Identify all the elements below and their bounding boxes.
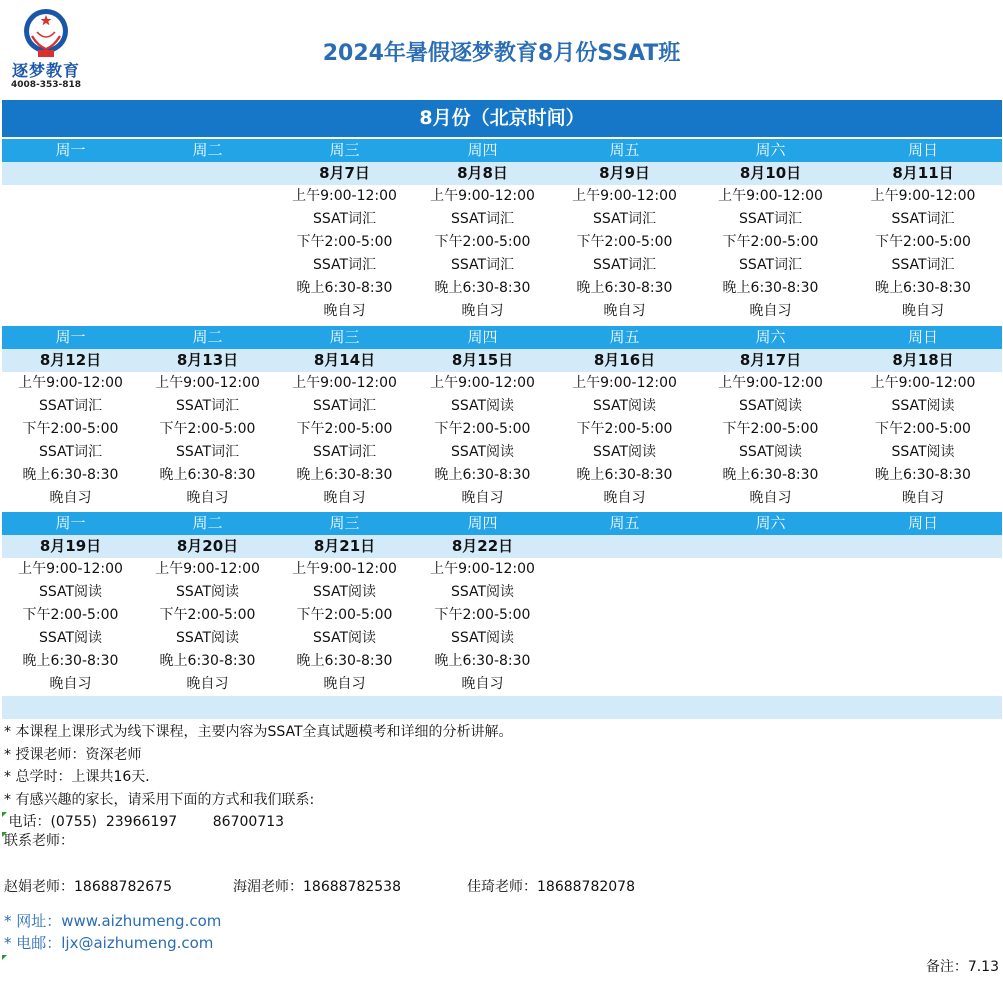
date-label: 8月13日 [176,351,239,369]
schedule-line: 晚上6:30-8:30 [722,280,819,296]
date-label: 8月16日 [593,351,656,369]
schedule-line: SSAT词汇 [738,211,803,227]
schedule-line: 上午9:00-12:00 [572,188,677,204]
schedule-line: 下午2:00-5:00 [296,607,393,623]
weekday-label: 周二 [192,328,223,346]
phone-line: 电话：(0755) 23966197 86700713 [4,814,285,830]
day-schedule-cell [2,185,139,323]
schedule-line: SSAT阅读 [592,398,657,414]
teacher-contact: 海湄老师：18688782538 [233,879,401,895]
day-schedule-cell [844,185,1002,323]
day-schedule-cell [844,372,1002,510]
date-label: 8月12日 [39,351,102,369]
schedule-line: 晚自习 [186,490,229,506]
weekday-label: 周日 [907,514,938,532]
schedule-line: 上午9:00-12:00 [18,375,123,391]
schedule-line: 晚自习 [461,490,504,506]
weekday-label: 周日 [907,141,938,159]
schedule-line: SSAT词汇 [312,257,377,273]
schedule-line: 晚上6:30-8:30 [434,280,531,296]
week-block [2,139,1002,323]
schedule-line: 晚上6:30-8:30 [434,467,531,483]
weekday-label: 周五 [609,141,640,159]
schedule-line: 晚自习 [49,676,92,692]
schedule-line: 上午9:00-12:00 [430,188,535,204]
date-label [139,162,276,185]
logo-phone: 4008-353-818 [10,80,82,90]
schedule-line: 上午9:00-12:00 [292,561,397,577]
note-item: * 本课程上课形式为线下课程，主要内容为SSAT全真试题模考和详细的分析讲解。 [4,724,513,740]
date-label: 8月20日 [176,537,239,555]
schedule-line: 下午2:00-5:00 [159,421,256,437]
schedule-line: 晚自习 [323,676,366,692]
weekday-label: 周二 [192,514,223,532]
schedule-row [2,372,1002,510]
date-label: 8月22日 [451,537,514,555]
schedule-line: 上午9:00-12:00 [18,561,123,577]
weekday-header-row [2,139,1002,162]
schedule-line: 下午2:00-5:00 [159,607,256,623]
weekday-label: 周三 [329,328,360,346]
weekday-label: 周五 [609,514,640,532]
schedule-line: 晚自习 [323,490,366,506]
schedule-line: 晚上6:30-8:30 [296,467,393,483]
schedule-line: SSAT阅读 [738,444,803,460]
logo-name: 逐梦教育 [11,61,80,80]
cell-comment-marker [2,812,7,817]
schedule-line: 上午9:00-12:00 [718,375,823,391]
schedule-line: SSAT词汇 [891,211,955,227]
note-item: * 授课老师：资深老师 [4,746,142,763]
schedule-line: SSAT阅读 [450,630,515,646]
schedule-line: 晚上6:30-8:30 [159,467,256,483]
schedule-line: SSAT词汇 [312,398,377,414]
weekday-label: 周日 [907,328,938,346]
date-label [844,535,1002,558]
schedule-line: SSAT阅读 [891,398,955,414]
schedule-line: SSAT词汇 [738,257,803,273]
day-schedule-cell [413,558,552,696]
day-schedule-cell [139,558,276,696]
day-schedule-cell [276,558,413,696]
week-block [2,512,1002,696]
month-banner: 8月份（北京时间） [2,100,1002,137]
schedule-line: 下午2:00-5:00 [875,234,971,250]
date-label: 8月14日 [313,351,376,369]
schedule-line: 晚上6:30-8:30 [296,653,393,669]
schedule-line: 晚上6:30-8:30 [434,653,531,669]
day-schedule-cell [697,372,844,510]
schedule-line: 下午2:00-5:00 [22,607,119,623]
remark: 备注：7.13 [925,959,999,975]
schedule-line: 晚上6:30-8:30 [722,467,819,483]
date-label: 8月10日 [739,164,802,182]
schedule-line: 晚自习 [749,303,792,319]
weekday-label: 周三 [329,141,360,159]
date-label: 8月19日 [39,537,102,555]
weekday-label: 周四 [467,514,498,532]
schedule-line: 上午9:00-12:00 [292,188,397,204]
schedule-line: 晚自习 [902,303,944,319]
schedule-line: 上午9:00-12:00 [870,188,976,204]
date-row [2,162,1002,185]
schedule-line: SSAT阅读 [450,444,515,460]
note-item: * 总学时：上课共16天． [4,769,160,785]
date-label: 8月8日 [457,164,508,182]
schedule-line: 下午2:00-5:00 [722,234,819,250]
cell-comment-marker [2,832,7,837]
schedule-line: 下午2:00-5:00 [576,234,673,250]
schedule-line: 晚上6:30-8:30 [22,467,119,483]
day-schedule-cell [139,372,276,510]
schedule-line: 晚自习 [603,490,646,506]
weekday-label: 周六 [755,514,786,532]
schedule-line: 上午9:00-12:00 [718,188,823,204]
email-link[interactable]: * 电邮：ljx@aizhumeng.com [4,934,214,952]
schedule-line: 下午2:00-5:00 [434,607,531,623]
schedule-line: 下午2:00-5:00 [296,421,393,437]
week-block [2,326,1002,510]
schedule-line: SSAT词汇 [38,444,103,460]
schedule-line: 上午9:00-12:00 [430,375,535,391]
weekday-label: 周四 [467,141,498,159]
day-schedule-cell [2,558,139,696]
note-item: * 有感兴趣的家长，请采用下面的方式和我们联系: [4,791,315,808]
schedule-line: SSAT阅读 [738,398,803,414]
schedule-line: 晚自习 [49,490,92,506]
schedule-line: 下午2:00-5:00 [296,234,393,250]
page-title: 2024年暑假逐梦教育8月份SSAT班 [322,41,681,66]
schedule-line: SSAT词汇 [592,211,657,227]
schedule-row [2,185,1002,323]
schedule-line: SSAT词汇 [312,444,377,460]
schedule-line: 晚上6:30-8:30 [875,467,971,483]
schedule-line: SSAT阅读 [38,630,103,646]
schedule-line: SSAT阅读 [38,584,103,600]
date-row [2,535,1002,558]
schedule-line: SSAT词汇 [891,257,955,273]
date-label: 8月17日 [739,351,802,369]
day-schedule-cell [276,372,413,510]
schedule-line: 晚自习 [461,303,504,319]
schedule-line: 上午9:00-12:00 [155,561,260,577]
schedule-line: SSAT阅读 [312,584,377,600]
footer-band [2,696,1002,719]
date-label: 8月7日 [319,164,370,182]
cell-comment-marker [2,955,7,960]
contact-label: 联系老师： [4,833,74,849]
teacher-contact: 佳琦老师：18688782078 [467,879,635,895]
date-label: 8月11日 [892,164,954,182]
weekday-label: 周一 [55,514,86,532]
day-schedule-cell [697,185,844,323]
schedule-line: 晚上6:30-8:30 [576,467,673,483]
schedule-line: 下午2:00-5:00 [434,234,531,250]
schedule-line: 上午9:00-12:00 [430,561,535,577]
schedule-line: SSAT阅读 [592,444,657,460]
day-schedule-cell [139,185,276,323]
date-label: 8月21日 [313,537,376,555]
schedule-row [2,558,1002,696]
schedule-line: SSAT阅读 [891,444,955,460]
schedule-line: 下午2:00-5:00 [434,421,531,437]
schedule-line: 下午2:00-5:00 [722,421,819,437]
schedule-line: 晚上6:30-8:30 [875,280,971,296]
day-schedule-cell [552,558,697,696]
schedule-line: SSAT阅读 [175,584,240,600]
schedule-line: SSAT词汇 [38,398,103,414]
schedule-line: 晚自习 [749,490,792,506]
weekday-label: 周五 [609,328,640,346]
day-schedule-cell [844,558,1002,696]
day-schedule-cell [697,558,844,696]
weekday-label: 周四 [467,328,498,346]
schedule-line: 晚自习 [323,303,366,319]
date-label [2,162,139,185]
schedule-line: 上午9:00-12:00 [292,375,397,391]
weekday-header-row [2,512,1002,535]
schedule-line: 上午9:00-12:00 [870,375,976,391]
weekday-label: 周六 [755,141,786,159]
date-label: 8月18日 [892,351,954,369]
schedule-line: 晚上6:30-8:30 [576,280,673,296]
weekday-header-row [2,326,1002,349]
schedule-line: SSAT阅读 [312,630,377,646]
schedule-line: SSAT词汇 [312,211,377,227]
day-schedule-cell [413,372,552,510]
day-schedule-cell [552,185,697,323]
weekday-label: 周六 [755,328,786,346]
date-label: 8月15日 [451,351,514,369]
day-schedule-cell [413,185,552,323]
day-schedule-cell [2,372,139,510]
schedule-line: 晚自习 [902,490,944,506]
date-label [552,535,697,558]
date-row [2,349,1002,372]
schedule-line: 晚上6:30-8:30 [296,280,393,296]
schedule-line: 下午2:00-5:00 [22,421,119,437]
date-label [697,535,844,558]
schedule-line: SSAT词汇 [175,398,240,414]
day-schedule-cell [276,185,413,323]
website-link[interactable]: * 网址：www.aizhumeng.com [4,912,222,930]
schedule-line: 晚上6:30-8:30 [22,653,119,669]
schedule-line: 上午9:00-12:00 [572,375,677,391]
schedule-line: 下午2:00-5:00 [576,421,673,437]
schedule-line: 晚上6:30-8:30 [159,653,256,669]
schedule-line: 晚自习 [461,676,504,692]
schedule-line: SSAT词汇 [592,257,657,273]
weekday-label: 周三 [329,514,360,532]
schedule-line: 晚自习 [186,676,229,692]
date-label: 8月9日 [599,164,650,182]
schedule-line: SSAT词汇 [450,211,515,227]
schedule-line: 上午9:00-12:00 [155,375,260,391]
weekday-label: 周一 [55,141,86,159]
weekday-label: 周一 [55,328,86,346]
day-schedule-cell [552,372,697,510]
schedule-line: SSAT阅读 [450,398,515,414]
weekday-label: 周二 [192,141,223,159]
schedule-line: 晚自习 [603,303,646,319]
schedule-line: SSAT阅读 [450,584,515,600]
links [4,910,221,954]
schedule-line: SSAT词汇 [175,444,240,460]
teacher-contact: 赵娟老师：18688782675 [4,879,172,895]
schedule-line: SSAT阅读 [175,630,240,646]
notes-list [4,721,994,834]
schedule-line: SSAT词汇 [450,257,515,273]
schedule-line: 下午2:00-5:00 [875,421,971,437]
